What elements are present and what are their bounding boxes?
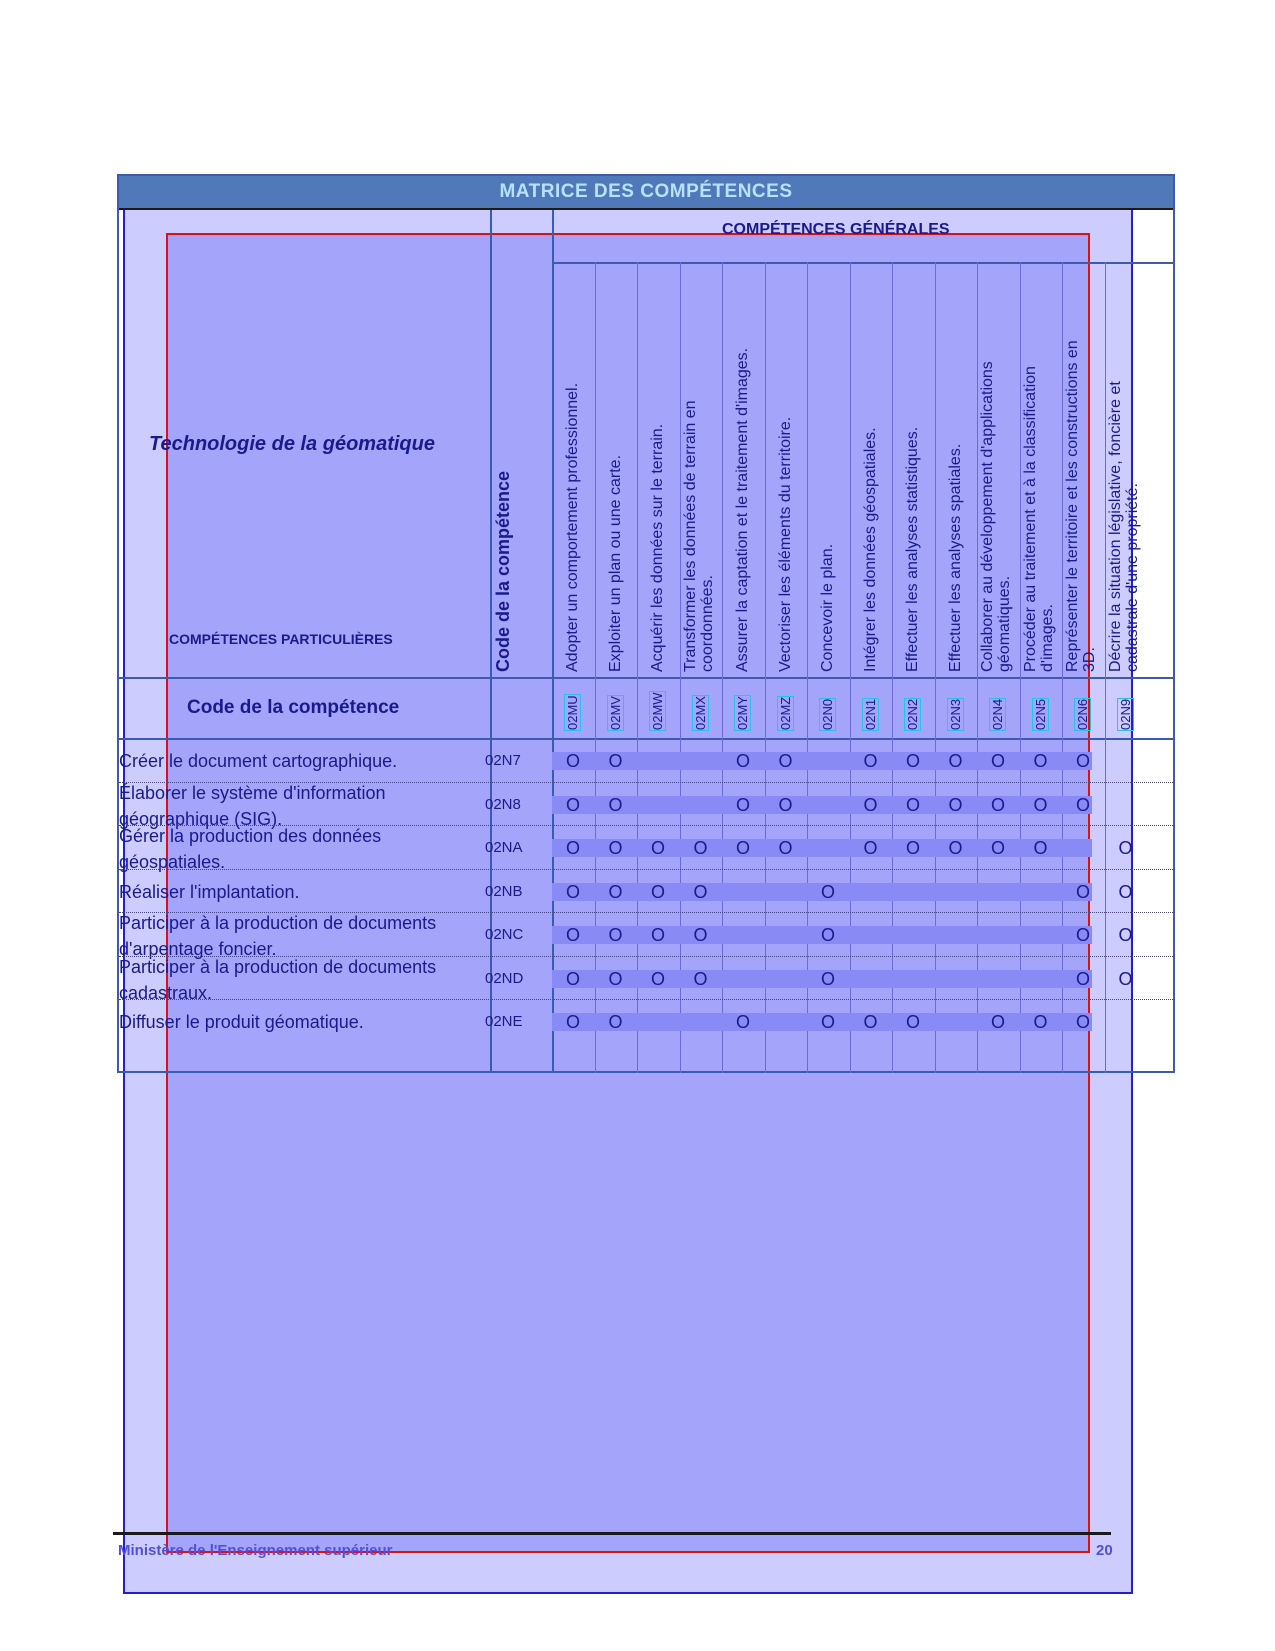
- competency-mark: O: [1118, 925, 1133, 945]
- competency-mark: O: [948, 838, 963, 858]
- competency-mark: O: [991, 794, 1006, 815]
- competency-mark: O: [566, 925, 581, 945]
- general-competency-code: 02MV: [607, 696, 623, 730]
- code-header-row: Code de la compétence: [187, 697, 400, 718]
- column-divider: [850, 262, 851, 1073]
- general-competency-label: Exploiter un plan ou une carte.: [606, 454, 624, 672]
- competency-mark: O: [778, 751, 793, 771]
- competency-mark: O: [608, 881, 623, 902]
- competency-mark: O: [693, 838, 708, 858]
- competency-mark: O: [991, 1012, 1006, 1032]
- competency-mark: O: [1076, 794, 1091, 815]
- general-competency-code: 02MZ: [777, 696, 793, 730]
- competency-mark: O: [863, 1012, 878, 1032]
- competency-mark: O: [566, 1012, 581, 1032]
- competency-mark: O: [821, 1012, 836, 1032]
- competency-mark: O: [1033, 1012, 1048, 1032]
- general-competency-label: Vectoriser les éléments du territoire.: [776, 416, 794, 672]
- general-competency-code: 02N3: [947, 698, 963, 730]
- general-competency-label: Effectuer les analyses spatiales.: [946, 443, 964, 672]
- competency-mark: O: [1118, 838, 1133, 858]
- row-highlight: [552, 796, 1092, 814]
- general-competency-code: 02N5: [1032, 698, 1048, 730]
- competency-mark: O: [736, 751, 751, 771]
- competency-mark: O: [608, 925, 623, 945]
- particular-competency-label: Réaliser l'implantation.: [119, 881, 300, 902]
- competency-mark: O: [566, 968, 581, 989]
- general-competency-code: 02N2: [905, 698, 920, 730]
- footer-rule: [113, 1532, 1111, 1535]
- column-divider: [977, 262, 978, 1073]
- divider-label-code: [490, 210, 492, 1073]
- divider-general-header: [552, 262, 1175, 264]
- competency-mark: O: [821, 968, 836, 989]
- competency-mark: O: [906, 751, 921, 771]
- competency-mark: O: [906, 794, 921, 815]
- particular-competency-code: 02NA: [485, 839, 523, 856]
- column-divider: [1020, 262, 1021, 1073]
- row-highlight: [552, 839, 1092, 857]
- competency-mark: O: [608, 838, 623, 858]
- competency-matrix: [117, 174, 1175, 1073]
- row-highlight: [552, 752, 1092, 770]
- general-competency-code: 02N1: [862, 698, 878, 730]
- general-competency-code: 02MW: [650, 692, 665, 730]
- row-divider: [119, 999, 1175, 1000]
- competency-mark: O: [1033, 838, 1048, 858]
- particular-competency-code: 02NC: [485, 926, 524, 943]
- competency-mark: O: [736, 794, 751, 815]
- particular-competency-label: Créer le document cartographique.: [119, 751, 398, 771]
- divider-header-coderow: [119, 677, 1175, 679]
- competency-mark: O: [1118, 881, 1133, 902]
- divider-coderow-body: [119, 738, 1175, 740]
- competency-mark: O: [821, 925, 836, 945]
- general-competency-label: Procéder au traitement et à la classification d'images.: [1021, 366, 1056, 672]
- competency-mark: O: [1076, 925, 1091, 945]
- particular-competency-label: Élaborer le système d'information géographique (SIG).: [119, 782, 386, 829]
- general-competency-code: 02MX: [692, 696, 708, 730]
- particular-header: COMPÉTENCES PARTICULIÈRES: [169, 631, 393, 647]
- general-competency-label: Concevoir le plan.: [819, 543, 836, 672]
- competency-mark: O: [821, 881, 836, 902]
- particular-competency-code: 02NE: [485, 1013, 523, 1030]
- competency-mark: O: [651, 925, 666, 945]
- page-number: 20: [1096, 1542, 1113, 1559]
- particular-competency-label: Gérer la production des données géospatiales.: [119, 826, 382, 872]
- competency-mark: O: [948, 794, 963, 815]
- competency-mark: O: [863, 794, 878, 815]
- general-competency-label: Effectuer les analyses statistiques.: [904, 426, 921, 672]
- competency-mark: O: [608, 794, 623, 815]
- competency-mark: O: [1118, 968, 1133, 989]
- column-divider: [1105, 262, 1106, 1073]
- column-divider: [1062, 262, 1063, 1073]
- competency-mark: O: [651, 881, 666, 902]
- general-competency-label: Intégrer les données géospatiales.: [861, 427, 879, 672]
- general-competency-code: 02N0: [820, 698, 835, 730]
- column-divider: [807, 262, 808, 1073]
- competency-mark: O: [906, 838, 921, 858]
- competency-mark: O: [778, 838, 793, 858]
- column-divider: [765, 262, 766, 1073]
- general-header: COMPÉTENCES GÉNÉRALES: [722, 221, 950, 238]
- competency-mark: O: [736, 1012, 751, 1032]
- competency-mark: O: [1033, 751, 1048, 771]
- competency-mark: O: [693, 968, 708, 989]
- general-competency-label: Décrire la situation législative, foncière et cadastrale d'une propriété.: [1106, 381, 1141, 672]
- general-competency-code: 02MU: [565, 695, 580, 730]
- competency-mark: O: [863, 751, 878, 771]
- general-competency-label: Collaborer au développement d'applications géomatiques.: [979, 361, 1014, 672]
- particular-competency-code: 02NB: [485, 882, 523, 900]
- general-competency-label: Transformer les données de terrain en coordonnées.: [681, 400, 716, 672]
- general-competency-label: Assurer la captation et le traitement d'images.: [734, 347, 751, 672]
- particular-competency-label: Participer à la production de documents d'arpentage foncier.: [119, 913, 437, 959]
- matrix-title: MATRICE DES COMPÉTENCES: [119, 176, 1173, 210]
- competency-mark: O: [991, 838, 1006, 858]
- particular-competency-code: 02ND: [485, 969, 524, 987]
- column-divider: [595, 262, 596, 1073]
- general-competency-code: 02N9: [1117, 698, 1133, 730]
- competency-mark: O: [1076, 881, 1091, 902]
- competency-mark: O: [863, 838, 878, 858]
- particular-competency-code: 02N7: [485, 752, 521, 769]
- competency-mark: O: [608, 751, 623, 771]
- general-competency-code: 02N6: [1075, 698, 1090, 730]
- competency-mark: O: [991, 751, 1006, 771]
- competency-mark: O: [1033, 794, 1048, 815]
- column-divider: [892, 262, 893, 1073]
- general-competency-code: 02N4: [990, 698, 1005, 730]
- competency-mark: O: [566, 881, 581, 902]
- competency-mark: O: [1076, 1012, 1091, 1032]
- competency-mark: O: [651, 968, 666, 989]
- competency-mark: O: [608, 968, 623, 989]
- competency-mark: O: [693, 925, 708, 945]
- competency-mark: O: [906, 1012, 921, 1032]
- general-competency-code: 02MY: [735, 696, 750, 730]
- column-divider: [722, 262, 723, 1073]
- column-divider: [680, 262, 681, 1073]
- footer-ministry: Ministère de l'Enseignement supérieur: [118, 1542, 393, 1559]
- competency-mark: O: [1076, 751, 1091, 771]
- competency-mark: O: [651, 838, 666, 858]
- general-competency-label: Adopter un comportement professionnel.: [564, 382, 581, 672]
- competency-mark: O: [566, 794, 581, 815]
- particular-competency-label: Diffuser le produit géomatique.: [119, 1012, 364, 1032]
- column-divider: [637, 262, 638, 1073]
- general-competency-label: Représenter le territoire et les constructions en 3D.: [1064, 340, 1099, 672]
- particular-competency-code: 02N8: [485, 795, 521, 813]
- competency-mark: O: [608, 1012, 623, 1032]
- code-header-vertical: Code de la compétence: [493, 470, 513, 672]
- row-divider: [119, 869, 1175, 870]
- competency-mark: O: [566, 838, 581, 858]
- program-title: Technologie de la géomatique: [149, 433, 435, 455]
- column-divider: [935, 262, 936, 1073]
- competency-mark: O: [948, 751, 963, 771]
- competency-mark: O: [778, 794, 793, 815]
- general-competency-label: Acquérir les données sur le terrain.: [649, 423, 666, 672]
- competency-mark: O: [693, 881, 708, 902]
- competency-mark: O: [566, 751, 581, 771]
- particular-competency-label: Participer à la production de documents cadastraux.: [119, 956, 437, 1003]
- competency-mark: O: [736, 838, 751, 858]
- competency-mark: O: [1076, 968, 1091, 989]
